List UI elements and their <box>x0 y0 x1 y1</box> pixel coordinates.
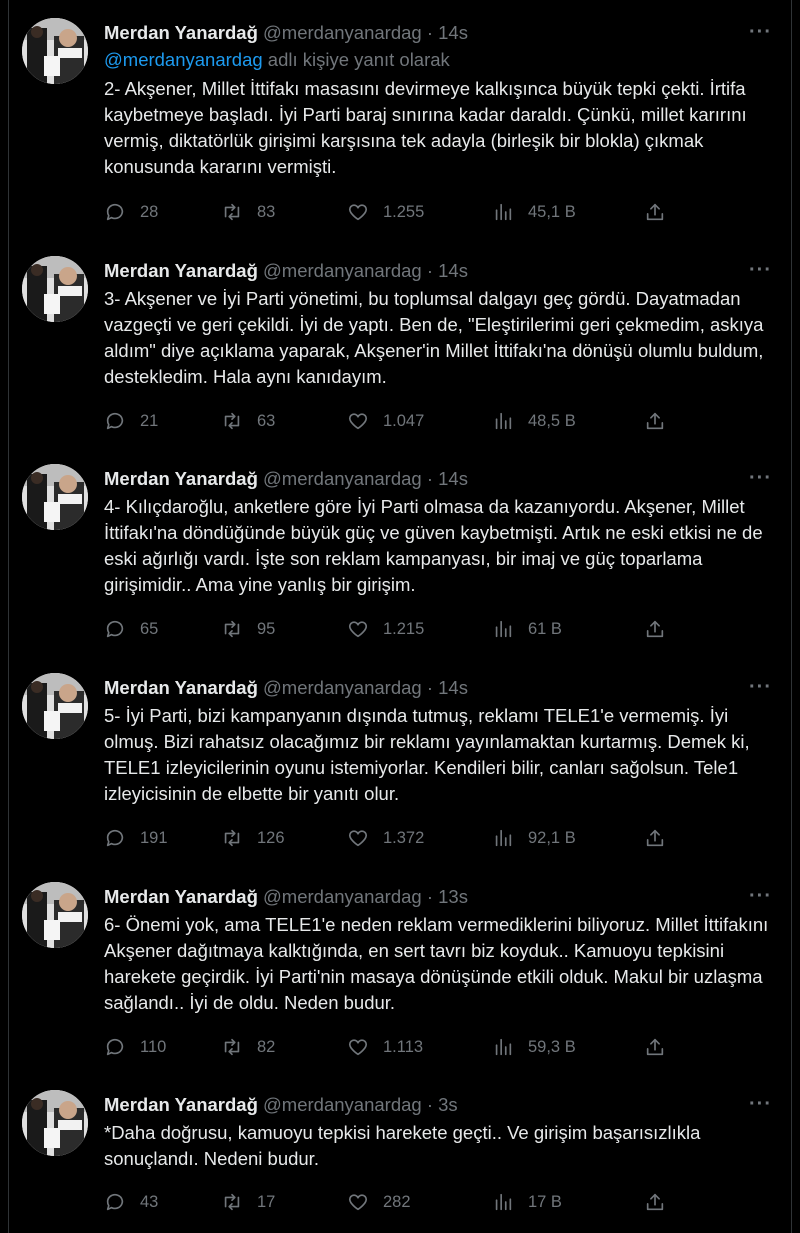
retweets-count: 82 <box>257 1037 276 1056</box>
more-options-icon[interactable]: ··· <box>749 467 772 489</box>
bar-chart-icon <box>492 201 514 223</box>
more-options-icon[interactable]: ··· <box>749 885 772 907</box>
retweets-count: 126 <box>257 828 285 847</box>
share-button[interactable] <box>644 197 666 227</box>
tweet-time[interactable]: · 3s <box>426 1094 458 1115</box>
retweets-count: 63 <box>257 411 276 430</box>
author-name[interactable]: Merdan Yanardağ <box>104 677 258 698</box>
tweet-header <box>104 18 780 48</box>
reply-context-text: adlı kişiye yanıt olarak <box>262 49 450 70</box>
bar-chart-icon <box>492 410 514 432</box>
heart-icon <box>347 618 369 640</box>
like-button[interactable] <box>347 1187 411 1217</box>
replies-count: 110 <box>140 1037 167 1056</box>
tweet-header <box>104 464 780 494</box>
replies-count: 191 <box>140 828 168 847</box>
avatar[interactable] <box>22 256 88 322</box>
author-handle[interactable]: @merdanyanardag <box>263 886 422 907</box>
bar-chart-icon <box>492 827 514 849</box>
bar-chart-icon <box>492 1191 514 1213</box>
views-button[interactable] <box>492 197 576 227</box>
heart-icon <box>347 410 369 432</box>
author-name[interactable]: Merdan Yanardağ <box>104 22 258 43</box>
share-upload-icon <box>644 618 666 640</box>
share-button[interactable] <box>644 614 666 644</box>
tweet-actions <box>0 1187 800 1217</box>
bar-chart-icon <box>492 618 514 640</box>
retweet-button[interactable] <box>221 614 275 644</box>
share-upload-icon <box>644 1036 666 1058</box>
reply-button[interactable] <box>104 406 158 436</box>
tweet-text: 2- Akşener, Millet İttifakı masasını devirmeye kalkışınca büyük tepki çekti. İrtifa kaybetmeye başladı. İyi Parti baraj sınırına kadar daraldı. Çünkü, millet karırını vermiş, diktatörlük girişimi karşısına tek adayla (birleşik bir blokla) çıkmak konusunda kararını vermişti. <box>104 78 752 177</box>
tweet-actions <box>0 406 800 436</box>
retweet-arrows-icon <box>221 1191 243 1213</box>
author-name[interactable]: Merdan Yanardağ <box>104 886 258 907</box>
reply-button[interactable] <box>104 1032 166 1062</box>
retweets-count: 95 <box>257 619 276 638</box>
share-button[interactable] <box>644 1187 666 1217</box>
tweet-time[interactable]: · 13s <box>426 886 468 907</box>
tweet-text: 6- Önemi yok, ama TELE1'e neden reklam vermediklerini biliyoruz. Millet İttifakını Akşener dağıtmaya kalktığında, en sert tavrı biz koyduk.. Kamuoyu tepkisini harekete geçirdik. İyi Parti'nin masaya dönüşünde etkili olduk. Makul bir uzlaşma sağlandı.. İyi de oldu. Neden budur. <box>104 914 773 1013</box>
author-handle[interactable]: @merdanyanardag <box>263 677 422 698</box>
more-options-icon[interactable]: ··· <box>749 259 772 281</box>
views-count: 59,3 B <box>528 1037 576 1056</box>
tweet-text: *Daha doğrusu, kamuoyu tepkisi harekete geçti.. Ve girişim başarısızlıkla sonuçlandı. Nedeni budur. <box>104 1122 706 1169</box>
heart-icon <box>347 1191 369 1213</box>
tweet-text: 4- Kılıçdaroğlu, anketlere göre İyi Parti olmasa da kazanıyordu. Akşener, Millet İttifakı'na döndüğünde büyük güç ve güven kaybetmişti. Artık ne eski etkisi ne de eski ağırlığı vardı. İşte son reklam kampanyası, bir imaj ve güç toparlama girişimidir.. Ama yine yanlış bir girişim. <box>104 496 768 595</box>
likes-count: 1.372 <box>383 828 425 847</box>
retweet-arrows-icon <box>221 618 243 640</box>
like-button[interactable] <box>347 197 424 227</box>
likes-count: 1.047 <box>383 411 425 430</box>
more-options-icon[interactable]: ··· <box>749 1093 772 1115</box>
retweet-arrows-icon <box>221 201 243 223</box>
tweet-header <box>104 256 780 286</box>
retweet-arrows-icon <box>221 410 243 432</box>
replies-count: 65 <box>140 619 159 638</box>
speech-bubble-icon <box>104 1191 126 1213</box>
like-button[interactable] <box>347 1032 423 1062</box>
retweet-arrows-icon <box>221 1036 243 1058</box>
author-name[interactable]: Merdan Yanardağ <box>104 260 258 281</box>
likes-count: 1.255 <box>383 202 425 221</box>
likes-count: 1.215 <box>383 619 425 638</box>
retweets-count: 17 <box>257 1192 276 1211</box>
avatar[interactable] <box>22 464 88 530</box>
views-count: 48,5 B <box>528 411 576 430</box>
avatar[interactable] <box>22 673 88 739</box>
retweets-count: 83 <box>257 202 276 221</box>
views-button[interactable] <box>492 614 562 644</box>
speech-bubble-icon <box>104 618 126 640</box>
share-button[interactable] <box>644 406 666 436</box>
tweet-time[interactable]: · 14s <box>426 677 468 698</box>
reply-context <box>104 46 450 74</box>
views-count: 17 B <box>528 1192 562 1211</box>
replies-count: 21 <box>140 411 159 430</box>
like-button[interactable] <box>347 614 424 644</box>
replies-count: 43 <box>140 1192 159 1211</box>
retweet-button[interactable] <box>221 823 285 853</box>
tweet-header <box>104 1090 780 1120</box>
author-handle[interactable]: @merdanyanardag <box>263 468 422 489</box>
speech-bubble-icon <box>104 1036 126 1058</box>
speech-bubble-icon <box>104 201 126 223</box>
speech-bubble-icon <box>104 827 126 849</box>
views-count: 92,1 B <box>528 828 576 847</box>
tweet-actions <box>0 823 800 853</box>
tweet-actions <box>0 614 800 644</box>
tweet-time[interactable]: · 14s <box>426 260 468 281</box>
more-options-icon[interactable]: ··· <box>749 676 772 698</box>
share-upload-icon <box>644 1191 666 1213</box>
avatar[interactable] <box>22 18 88 84</box>
tweet-actions <box>0 197 800 227</box>
bar-chart-icon <box>492 1036 514 1058</box>
views-button[interactable] <box>492 1187 562 1217</box>
views-count: 45,1 B <box>528 202 576 221</box>
author-handle[interactable]: @merdanyanardag <box>263 22 422 43</box>
heart-icon <box>347 827 369 849</box>
retweet-button[interactable] <box>221 406 275 436</box>
reply-button[interactable] <box>104 823 168 853</box>
tweet-text: 5- İyi Parti, bizi kampanyanın dışında tutmuş, reklamı TELE1'e vermemiş. İyi olmuş. Bizi rahatsız olacağımız bir reklamı yayınlamaktan kurtarmış. Demek ki, TELE1 izleyicilerinin oyunu istemiyorlar. Kendileri bilir, canları sağolsun. Tele1 izleyicisinin de elbette bir yanıtı olur. <box>104 705 755 804</box>
tweet-actions <box>0 1032 800 1062</box>
tweet-header <box>104 882 780 912</box>
more-options-icon[interactable]: ··· <box>749 21 772 43</box>
reply-button[interactable] <box>104 1187 158 1217</box>
reply-button[interactable] <box>104 197 158 227</box>
replies-count: 28 <box>140 202 159 221</box>
tweet-text: 3- Akşener ve İyi Parti yönetimi, bu toplumsal dalgayı geç gördü. Dayatmadan vazgeçti ve geri çekildi. İyi de yaptı. Ben de, "Eleştirilerimi geri çekmedim, askıya aldım" diye açıklama yaparak, Akşener'in Millet İttifakı'na dönüşü olumlu buldum, destekledim. Hala aynı kanıdayım. <box>104 288 769 387</box>
like-button[interactable] <box>347 823 424 853</box>
heart-icon <box>347 1036 369 1058</box>
retweet-button[interactable] <box>221 1032 275 1062</box>
views-button[interactable] <box>492 823 576 853</box>
share-button[interactable] <box>644 1032 666 1062</box>
share-button[interactable] <box>644 823 666 853</box>
share-upload-icon <box>644 201 666 223</box>
tweet-time[interactable]: · 14s <box>426 468 468 489</box>
tweet-header <box>104 673 780 703</box>
likes-count: 282 <box>383 1192 411 1211</box>
heart-icon <box>347 201 369 223</box>
author-name[interactable]: Merdan Yanardağ <box>104 1094 258 1115</box>
retweet-button[interactable] <box>221 1187 275 1217</box>
views-button[interactable] <box>492 1032 576 1062</box>
reply-mention-link[interactable]: @merdanyanardag <box>104 49 263 70</box>
views-count: 61 B <box>528 619 562 638</box>
tweet-time[interactable]: · 14s <box>426 22 468 43</box>
share-upload-icon <box>644 827 666 849</box>
share-upload-icon <box>644 410 666 432</box>
retweet-button[interactable] <box>221 197 275 227</box>
reply-button[interactable] <box>104 614 158 644</box>
avatar[interactable] <box>22 882 88 948</box>
author-name[interactable]: Merdan Yanardağ <box>104 468 258 489</box>
likes-count: 1.113 <box>383 1037 424 1056</box>
author-handle[interactable]: @merdanyanardag <box>263 1094 422 1115</box>
avatar[interactable] <box>22 1090 88 1156</box>
like-button[interactable] <box>347 406 424 436</box>
views-button[interactable] <box>492 406 576 436</box>
retweet-arrows-icon <box>221 827 243 849</box>
author-handle[interactable]: @merdanyanardag <box>263 260 422 281</box>
speech-bubble-icon <box>104 410 126 432</box>
